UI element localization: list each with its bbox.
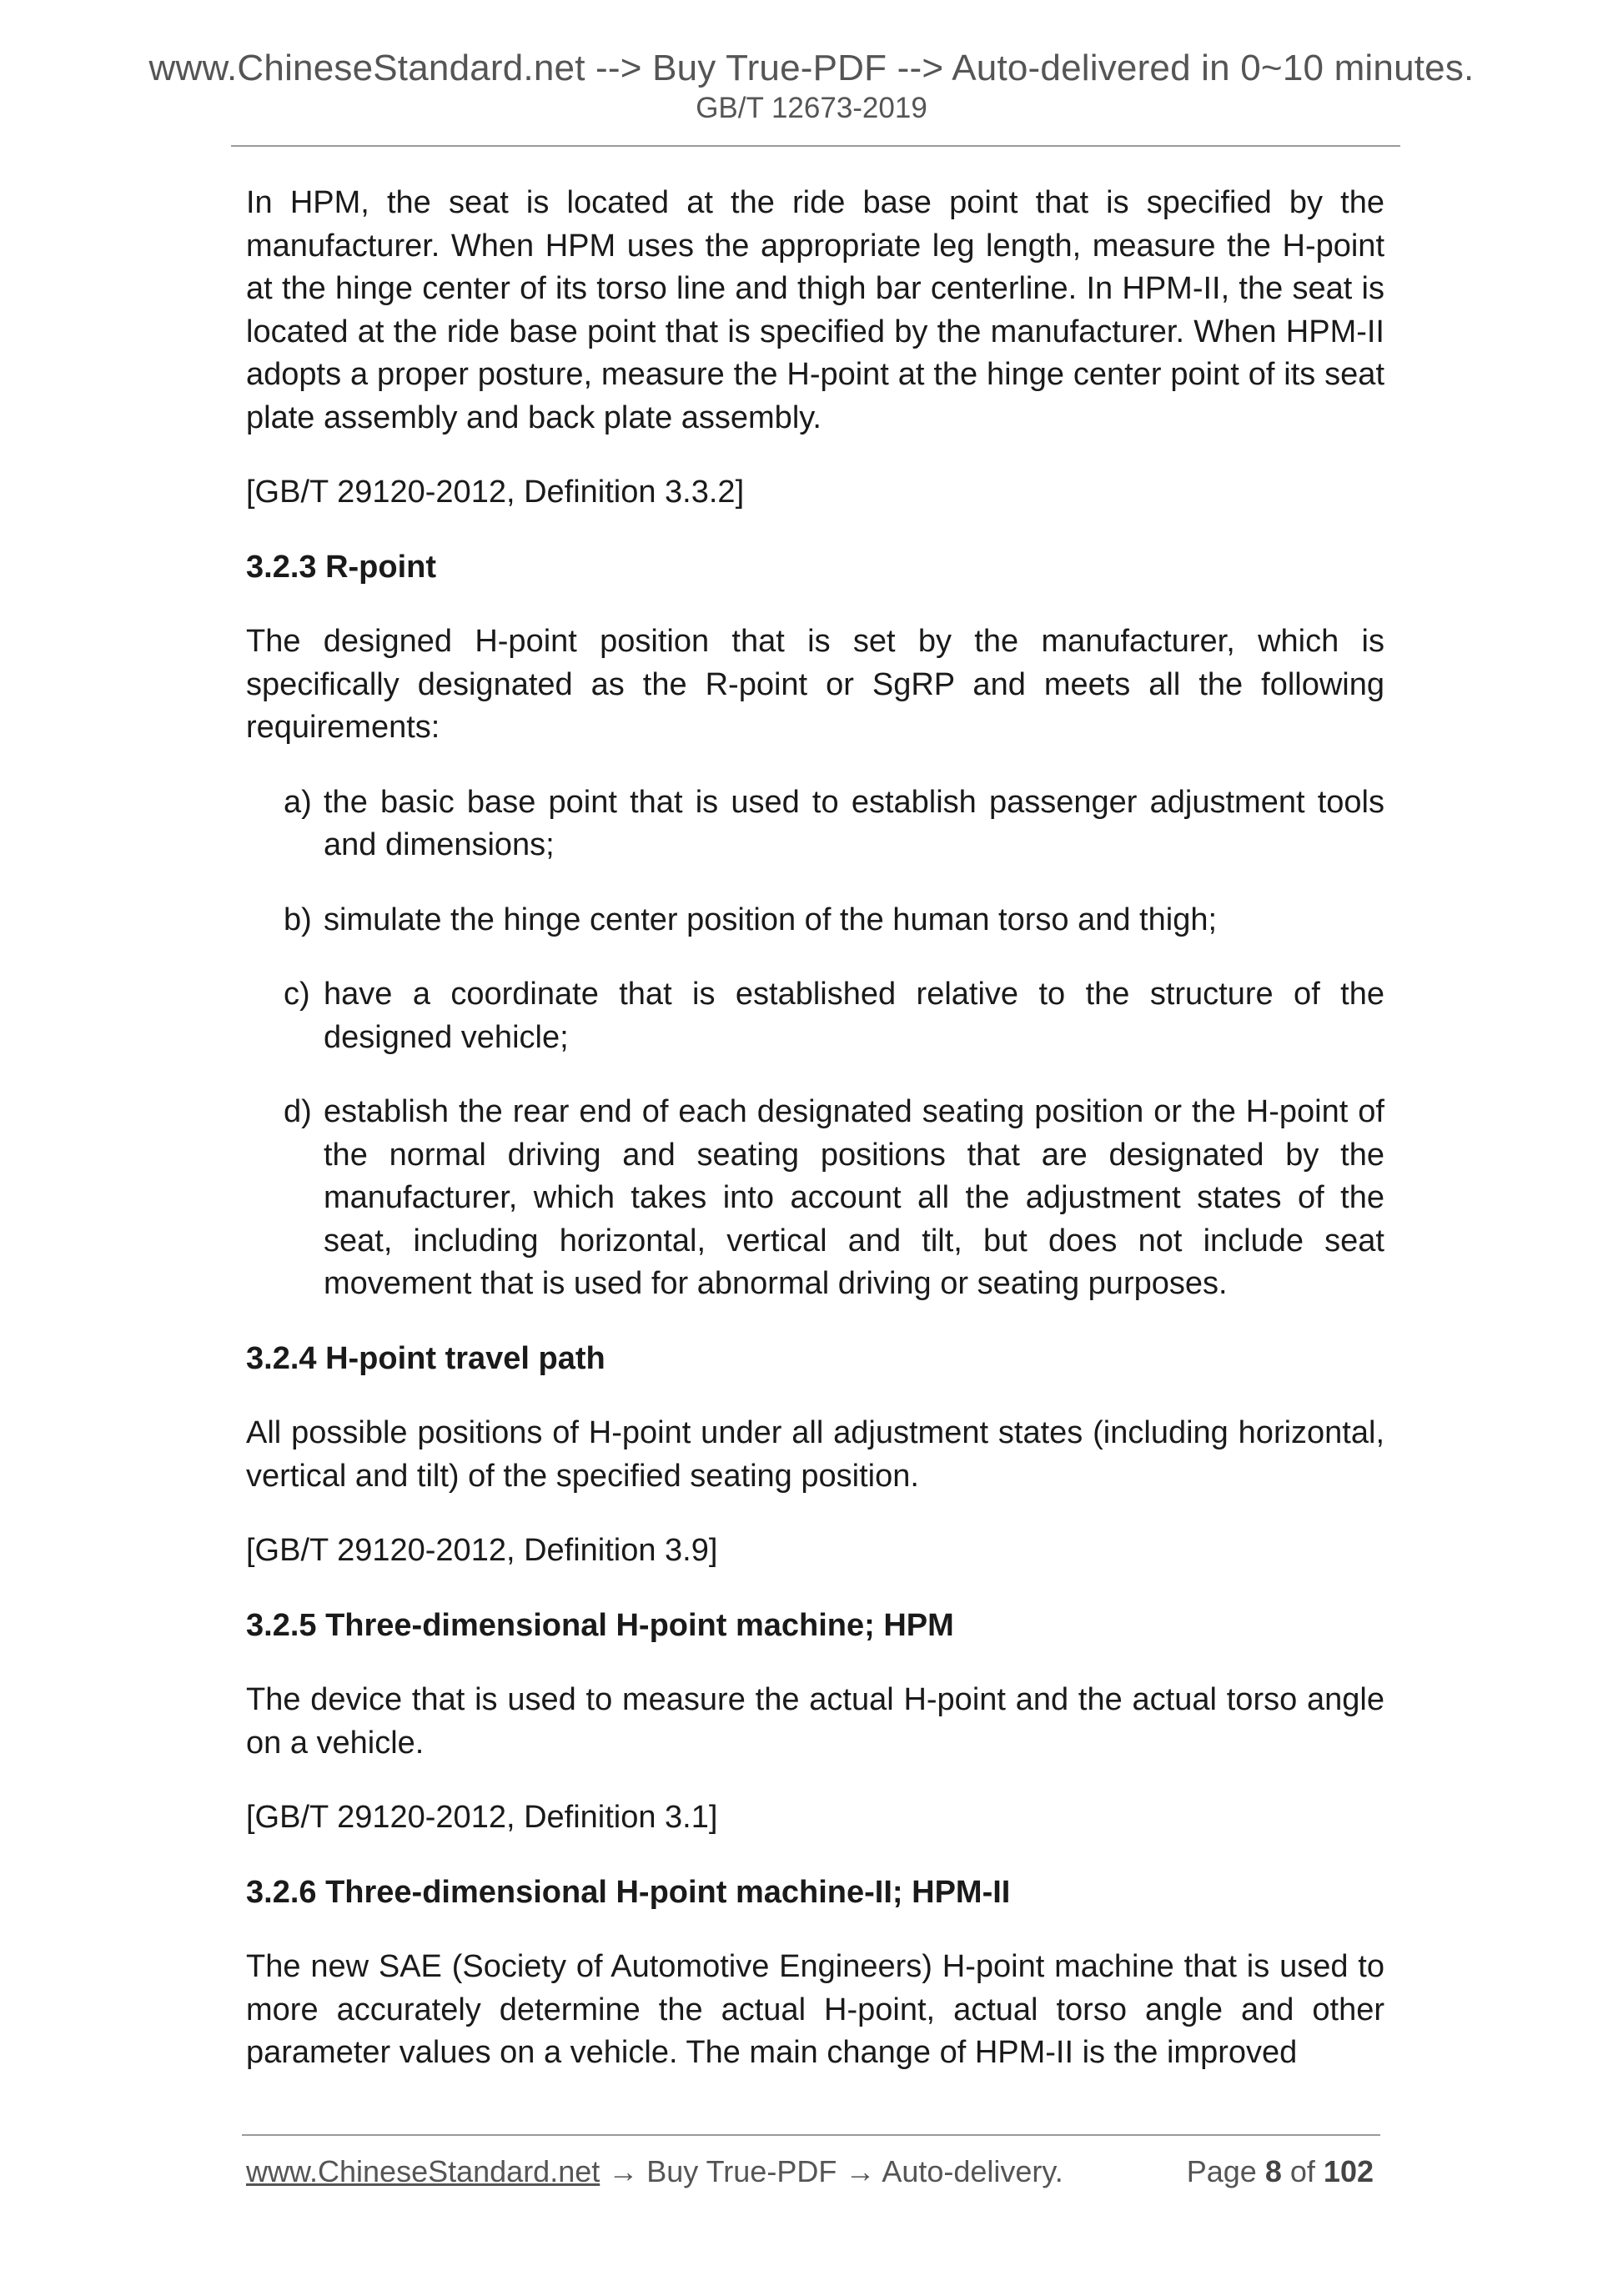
page-of: of xyxy=(1289,2154,1315,2188)
list-marker: a) xyxy=(284,784,312,820)
list-item-text: have a coordinate that is established relative to the structure of the designed vehicle; xyxy=(324,977,1384,1055)
header-divider xyxy=(231,145,1400,147)
paragraph-h-point-travel-path: All possible positions of H-point under all adjustment states (including horizontal, vertical and tilt) of the specified seating position. xyxy=(246,1415,1384,1494)
paragraph-r-point: The designed H-point position that is set by the manufacturer, which is specifically designated as the R-point or SgRP and meets all the following requirements: xyxy=(246,624,1384,745)
list-item-b xyxy=(246,899,1384,942)
reference-definition-3-9: [GB/T 29120-2012, Definition 3.9] xyxy=(246,1533,718,1568)
paragraph-hpm-intro: In HPM, the seat is located at the ride base point that is specified by the manufacturer. When HPM uses the appropriate leg length, measure the H-point at the hinge center of its torso line and thigh bar centerline. In HPM-II, the seat is located at the ride base point that is specified by the manufacturer. When HPM-II adopts a proper posture, measure the H-point at the hinge center point of its seat plate assembly and back plate assembly. xyxy=(246,185,1384,435)
list-item-c xyxy=(246,973,1384,1059)
footer-site-link[interactable]: www.ChineseStandard.net xyxy=(246,2154,600,2188)
footer-delivery-text: → Buy True-PDF → Auto-delivery. xyxy=(600,2154,1063,2188)
page-total: 102 xyxy=(1323,2154,1374,2188)
header-standard-number: GB/T 12673-2019 xyxy=(696,92,927,124)
list-item-a xyxy=(246,781,1384,867)
list-item-d xyxy=(246,1091,1384,1306)
paragraph-hpm: The device that is used to measure the actual H-point and the actual torso angle on a vehicle. xyxy=(246,1682,1384,1761)
page-label: Page xyxy=(1186,2154,1257,2188)
list-marker: d) xyxy=(284,1094,312,1129)
paragraph-hpm-ii: The new SAE (Society of Automotive Engineers) H-point machine that is used to more accurately determine the actual H-point, actual torso angle and other parameter values on a vehicle. The main change of HPM-II is the improved xyxy=(246,1949,1384,2070)
heading-3-2-3: 3.2.3 R-point xyxy=(246,549,437,585)
heading-3-2-4: 3.2.4 H-point travel path xyxy=(246,1340,605,1376)
heading-3-2-5: 3.2.5 Three-dimensional H-point machine; HPM xyxy=(246,1607,954,1643)
reference-definition-3-3-2: [GB/T 29120-2012, Definition 3.3.2] xyxy=(246,475,745,510)
list-marker: c) xyxy=(284,977,310,1012)
list-marker: b) xyxy=(284,902,312,937)
list-item-text: simulate the hinge center position of the human torso and thigh; xyxy=(324,902,1218,937)
page-footer xyxy=(246,2153,1380,2190)
reference-definition-3-1: [GB/T 29120-2012, Definition 3.1] xyxy=(246,1800,718,1835)
document-body xyxy=(246,182,1384,2107)
heading-3-2-6: 3.2.6 Three-dimensional H-point machine-II; HPM-II xyxy=(246,1874,1011,1910)
footer-divider xyxy=(242,2134,1380,2136)
list-item-text: the basic base point that is used to establish passenger adjustment tools and dimensions; xyxy=(324,784,1384,862)
list-item-text: establish the rear end of each designated seating position or the H-point of the normal driving and seating positions that are designated by the manufacturer, which takes into account all the adjustment states of the seat, including horizontal, vertical and tilt, but does not include seat movement that is used for abnormal driving or seating purposes. xyxy=(324,1094,1384,1301)
header-banner: www.ChineseStandard.net --> Buy True-PDF --> Auto-delivered in 0~10 minutes. xyxy=(148,48,1475,88)
page-number xyxy=(1187,2153,1374,2190)
page-current: 8 xyxy=(1264,2154,1282,2188)
